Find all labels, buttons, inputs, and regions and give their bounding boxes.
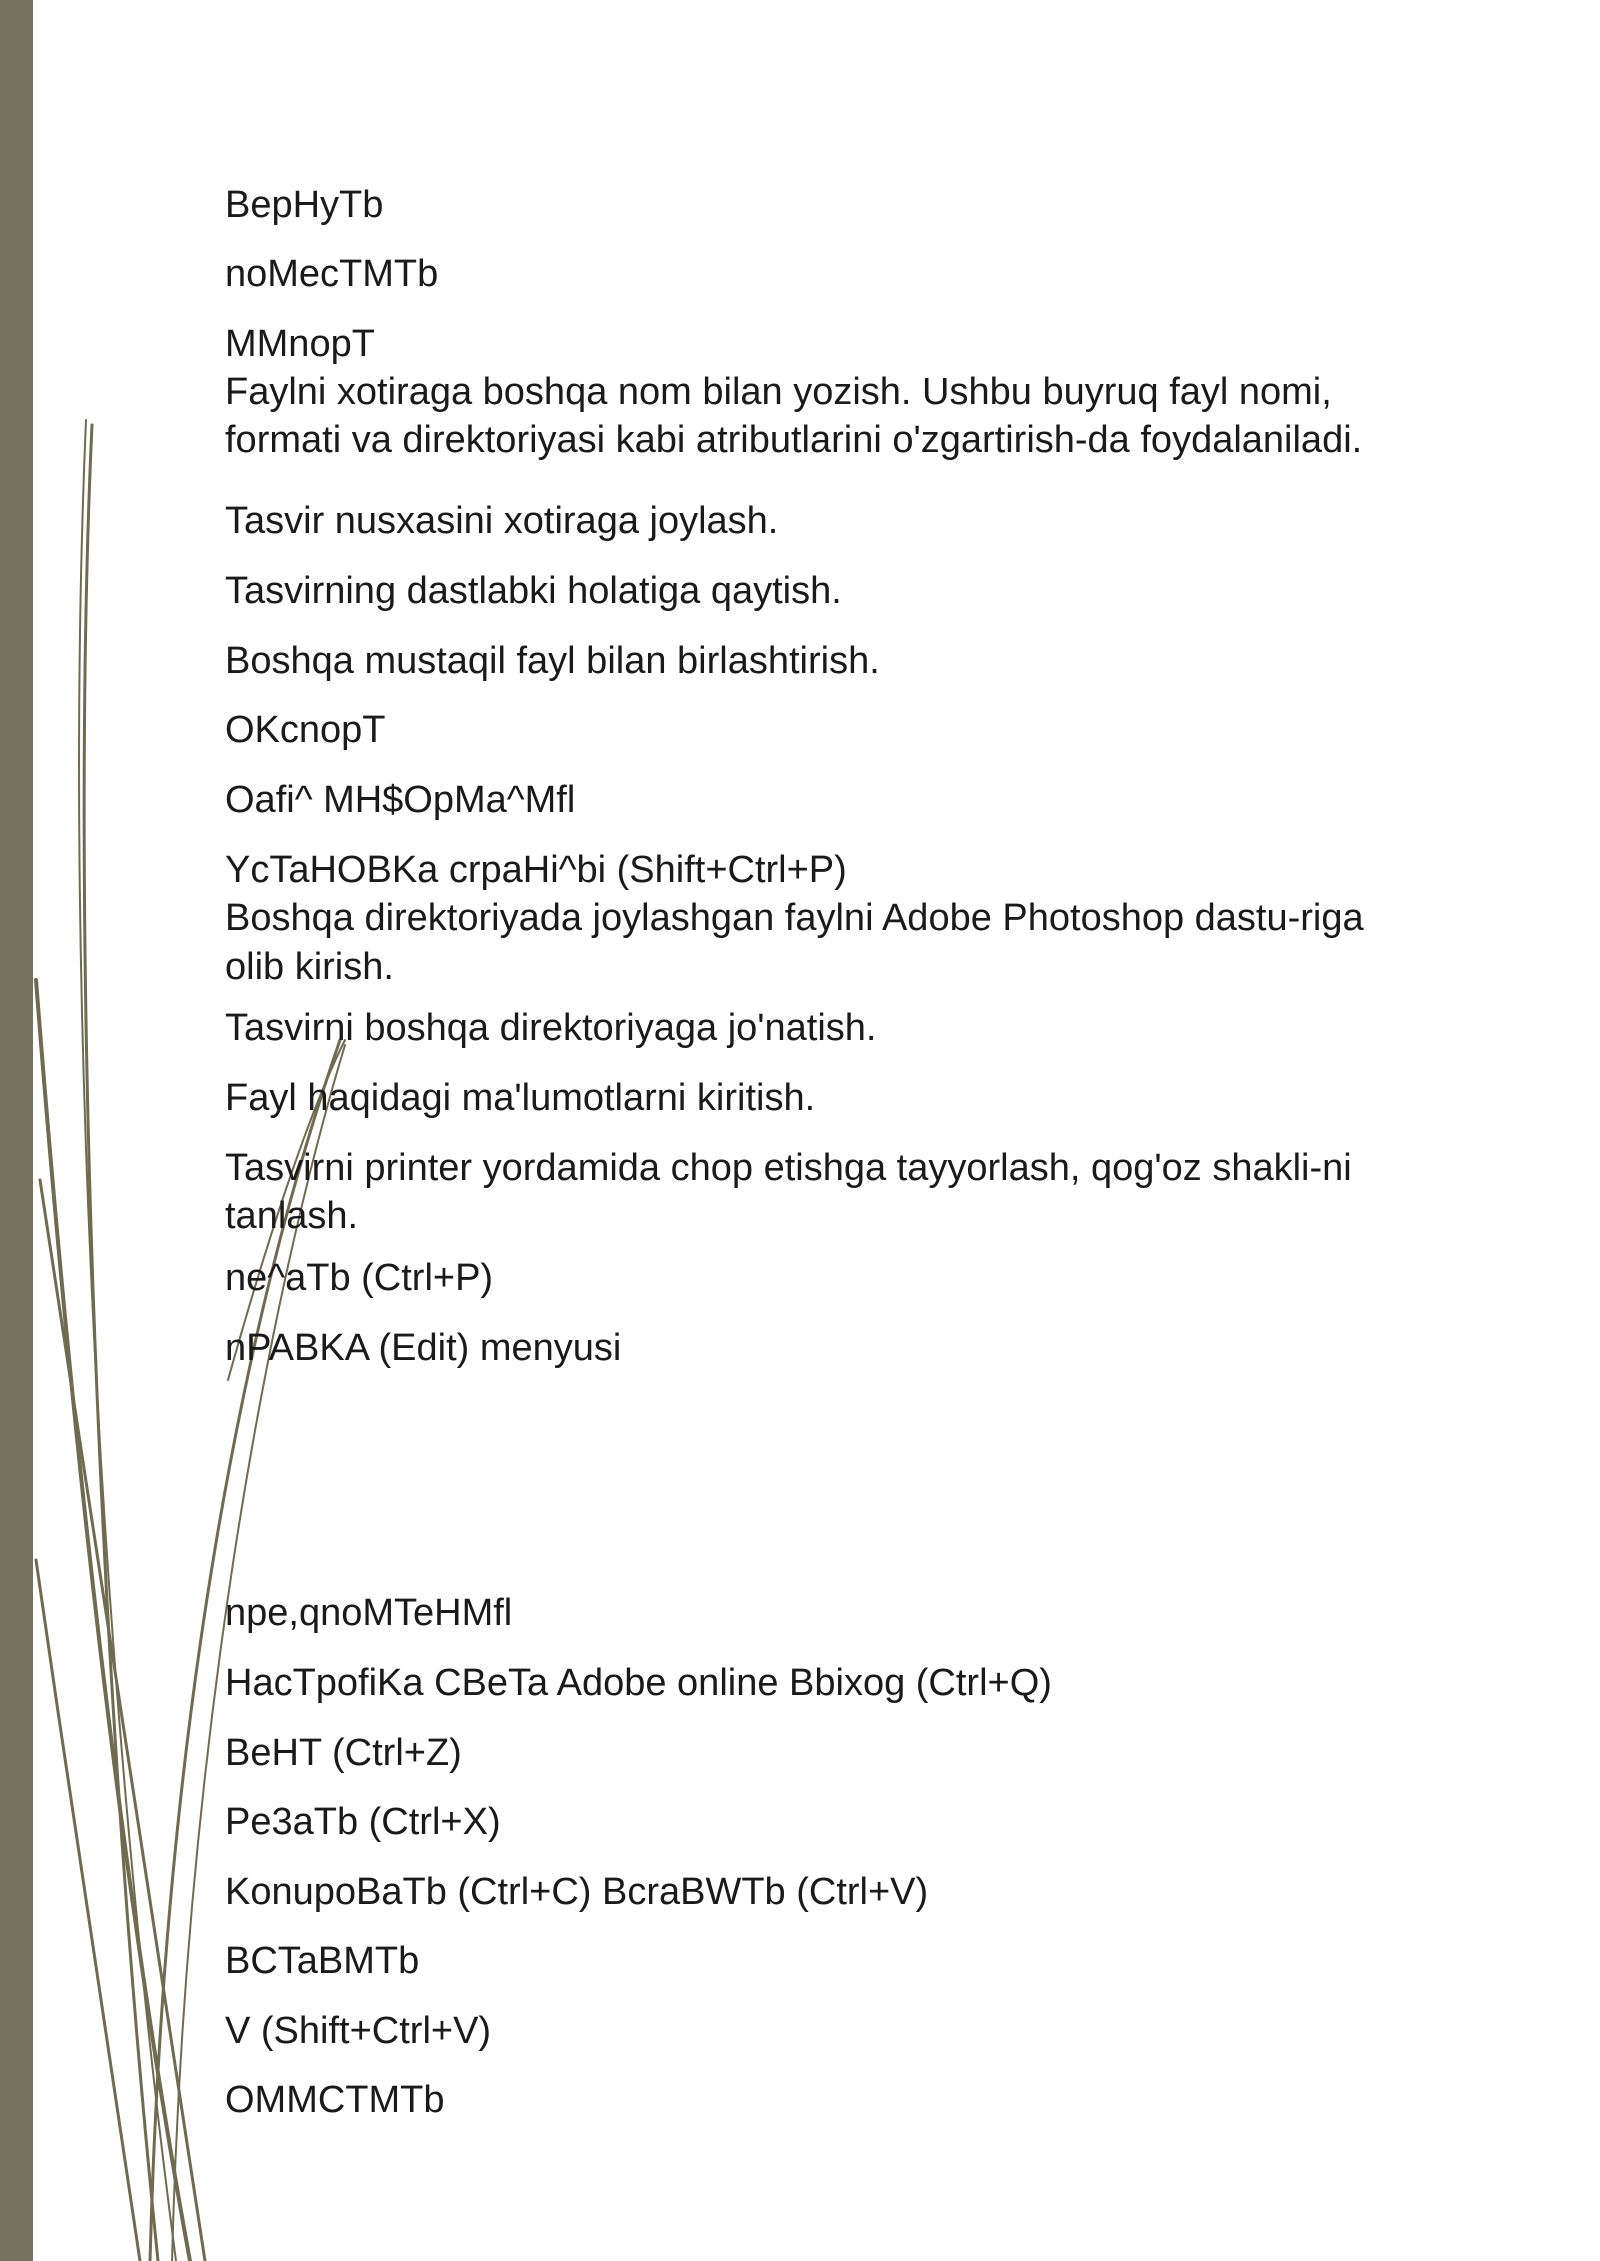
text-line-23: Pe3aTb (Ctrl+X)	[225, 1801, 501, 1843]
text-line-13: olib kirish.	[225, 946, 394, 988]
text-line-25: BCTaBMTb	[225, 1940, 420, 1982]
text-line-5: formati va direktoriyasi kabi atributlarini o'zgartirish-da foydalaniladi.	[225, 419, 1363, 461]
text-line-18: ne^aTb (Ctrl+P)	[225, 1257, 494, 1299]
text-line-14: Tasvirni boshqa direktoriyaga jo'natish.	[225, 1007, 877, 1049]
text-line-12: Boshqa direktoriyada joylashgan faylni Adobe Photoshop dastu-riga	[225, 897, 1364, 939]
text-line-6: Tasvir nusxasini xotiraga joylash.	[225, 500, 779, 542]
text-line-7: Tasvirning dastlabki holatiga qaytish.	[225, 570, 842, 612]
text-line-22: BeHT (Ctrl+Z)	[225, 1732, 462, 1774]
text-line-26: V (Shift+Ctrl+V)	[225, 2010, 492, 2052]
text-line-27: OMMCTMTb	[225, 2079, 445, 2121]
text-line-3: MMnopT	[225, 323, 375, 365]
text-line-17: tanlash.	[225, 1195, 359, 1237]
text-line-10: Oafi^ MH$OpMa^Mfl	[225, 779, 576, 821]
text-line-4: Faylni xotiraga boshqa nom bilan yozish. Ushbu buyruq fayl nomi,	[225, 371, 1332, 413]
text-line-9: OKcnopT	[225, 709, 386, 751]
text-line-11: YcTaHOBKa crpaHi^bi (Shift+Ctrl+P)	[225, 849, 847, 891]
text-line-24: KonupoBaTb (Ctrl+C) BcraBWTb (Ctrl+V)	[225, 1871, 929, 1913]
text-line-21: HacTpofiKa CBeTa Adobe online Bbixog (Ctrl+Q)	[225, 1662, 1052, 1704]
text-line-8: Boshqa mustaqil fayl bilan birlashtirish.	[225, 640, 880, 682]
text-line-20: npe,qnoMTeHMfl	[225, 1592, 513, 1634]
page-side-bar	[0, 0, 33, 2261]
text-line-15: Fayl haqidagi ma'lumotlarni kiritish.	[225, 1077, 816, 1119]
text-line-2: noMecTMTb	[225, 253, 439, 295]
text-line-16: Tasvirni printer yordamida chop etishga tayyorlash, qog'oz shakli-ni	[225, 1147, 1352, 1189]
text-line-1: BepHyTb	[225, 184, 384, 226]
text-line-19: nPABKA (Edit) menyusi	[225, 1327, 622, 1369]
